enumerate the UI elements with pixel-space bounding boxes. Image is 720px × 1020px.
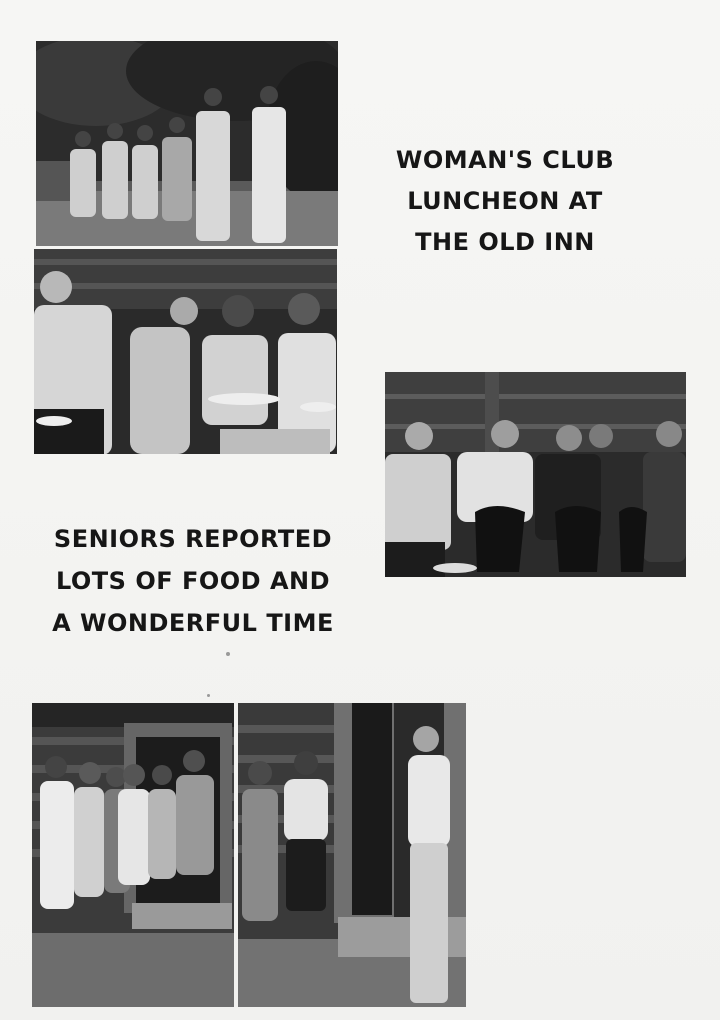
photo-students-at-door [238, 703, 466, 1007]
photo-girls-at-door [32, 703, 234, 1007]
headline-line: WOMAN'S CLUB [395, 146, 615, 174]
print-speck [226, 652, 230, 656]
photo-seated-dining [385, 372, 686, 577]
headline-line: LOTS OF FOOD AND [55, 567, 331, 595]
photo-buffet-line [34, 249, 337, 454]
photo-group-outdoors [36, 41, 338, 246]
headline-line: LUNCHEON AT [407, 187, 603, 215]
headline-line: SENIORS REPORTED [53, 525, 333, 553]
print-speck [207, 694, 210, 697]
headline-line: A WONDERFUL TIME [52, 609, 334, 637]
headline-seniors [34, 518, 352, 644]
headline-luncheon [372, 140, 638, 263]
headline-line: THE OLD INN [415, 228, 595, 256]
